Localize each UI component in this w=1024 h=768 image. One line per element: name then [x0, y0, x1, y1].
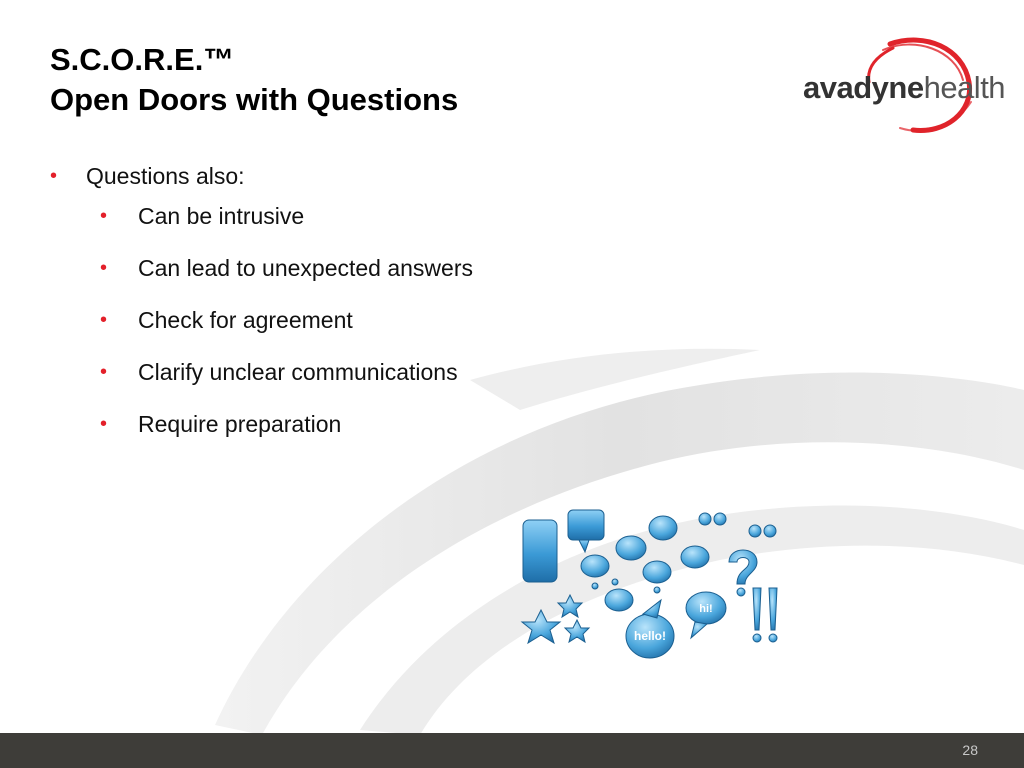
bullet-dot: •: [100, 361, 108, 383]
page-number: 28: [962, 742, 978, 758]
sub-bullet-text: Require preparation: [138, 411, 342, 437]
question-mark-icon: [729, 550, 757, 584]
square-bubble-icon: [568, 510, 604, 540]
speech-bubbles-clipart: [515, 500, 795, 680]
bullet-dot: •: [50, 165, 58, 187]
slide-title: [50, 40, 458, 120]
title-line-2: Open Doors with Questions: [50, 82, 459, 117]
logo-text-health: health: [923, 70, 1006, 105]
avadyne-health-logo: [795, 30, 1006, 140]
bullet-list: [50, 158, 473, 458]
sub-bullet-text: Can lead to unexpected answers: [138, 255, 473, 281]
star-icon: [558, 595, 582, 617]
bullet-dot: •: [100, 257, 108, 279]
bullet-main: [50, 158, 473, 198]
bullet-dot: •: [100, 205, 108, 227]
tall-bubble-icon: [523, 520, 557, 582]
sub-bullet-text: Check for agreement: [138, 307, 353, 333]
sub-bullet-text: Can be intrusive: [138, 203, 305, 229]
sub-bullet-text: Clarify unclear communications: [138, 359, 458, 385]
hi-text: hi!: [699, 603, 713, 615]
logo-text-avadyne: avadyne: [803, 70, 924, 105]
star-icon: [522, 610, 560, 643]
sub-bullet: [50, 198, 473, 250]
bullet-dot: •: [100, 413, 108, 435]
exclamation-icon: [753, 588, 761, 630]
bullet-main-text: Questions also:: [86, 163, 245, 189]
sub-bullet: [50, 406, 473, 458]
sub-bullet: [50, 302, 473, 354]
bullet-dot: •: [100, 309, 108, 331]
hello-text: hello!: [634, 629, 666, 643]
title-line-1: S.C.O.R.E.™: [50, 42, 235, 77]
sub-bullet: [50, 250, 473, 302]
star-icon: [565, 620, 589, 642]
sub-bullet: [50, 354, 473, 406]
footer-bar: [0, 733, 1024, 768]
